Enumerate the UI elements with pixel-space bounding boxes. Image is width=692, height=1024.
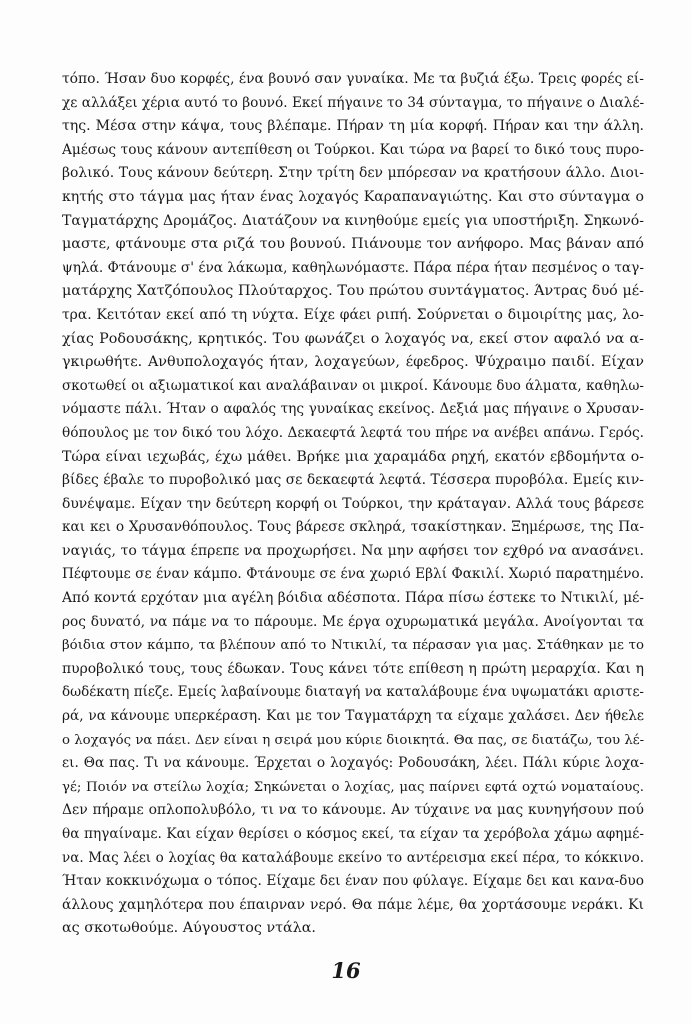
text-line: ματάρχης Χατζόπουλος Πλούταρχος. Του πρώτου συντάγματος. Άντρας δυό μέ-: [62, 283, 644, 300]
text-line: χε αλλάξει χέρια αυτό το βουνό. Εκεί πήγαινε το 34 σύνταγμα, το πήγαινε ο Διαλέ-: [62, 94, 644, 111]
text-line: της. Μέσα στην κάψα, τους βλέπαμε. Πήραν τη μία κορφή. Πήραν και την άλλη.: [62, 118, 644, 135]
text-line: δωδέκατη πίεζε. Εμείς λαβαίνουμε διαταγή να καταλάβουμε ένα υψωματάκι αριστε-: [62, 684, 644, 701]
text-line: τόπο. Ήσαν δυο κορφές, ένα βουνό σαν γυναίκα. Με τα βυζιά έξω. Τρεις φορές εί-: [62, 71, 644, 87]
page-number: 16: [331, 958, 361, 983]
text-line: βίδες έβαλε το πυροβολικό μας σε δεκαεφτά λεφτά. Τέσσερα πυροβόλα. Εμείς κιν-: [62, 472, 644, 489]
text-line: τρα. Κειτόταν εκεί από τη νύχτα. Είχε φάει ριπή. Σούρνεται ο διμοιρίτης μας, λο-: [62, 306, 644, 323]
text-line: χίας Ροδουσάκης, κρητικός. Του φωνάζει ο λοχαγός να, εκεί στον αφαλό να α-: [62, 330, 644, 347]
text-line: ει. Θα πας. Τι να κάνουμε. Έρχεται ο λοχαγός: Ροδουσάκη, λέει. Πάλι κύριε λοχα-: [62, 755, 644, 772]
text-line: ρος δυνατό, να πάμε να το πάρουμε. Με έργα οχυρωματικά μεγάλα. Ανοίγονται τα: [62, 613, 644, 630]
text-line: ας σκοτωθούμε. Αύγουστος ντάλα.: [62, 920, 316, 937]
text-line: να. Μας λέει ο λοχίας θα καταλάβουμε εκείνο το αντέρεισμα εκεί πέρα, το κόκκινο.: [62, 849, 644, 866]
text-line: ρά, να κάνουμε υπερκέραση. Και με τον Ταγματάρχη τα είχαμε χαλάσει. Δεν ήθελε: [62, 708, 644, 725]
text-line: γέ; Ποιόν να στείλω λοχία; Σηκώνεται ο λοχίας, μας παίρνει εφτά οχτώ νοματαίους.: [62, 779, 644, 795]
text-line: ο λοχαγός να πάει. Δεν είναι η σειρά μου κύριε διοικητά. Θα πας, σε διατάζω, του λέ-: [62, 732, 644, 748]
text-line: Ταγματάρχης Δρομάζος. Διατάζουν να κινηθούμε εμείς για υποστήριξη. Σηκωνό-: [62, 212, 644, 229]
text-line: κητής στο τάγμα μας ήταν ένας λοχαγός Καραπαναγιώτης. Και στο σύνταγμα ο: [62, 188, 644, 205]
text-line: θόπουλος με τον δικό του λόχο. Δεκαεφτά λεφτά του πήρε να ανέβει απάνω. Γερός.: [62, 424, 644, 441]
text-line: πυροβολικό τους, τους έδωκαν. Τους κάνει τότε επίθεση η πρώτη μεραρχία. Και η: [62, 660, 644, 677]
text-line: Δεν πήραμε οπλοπολυβόλο, τι να το κάνουμε. Αν τύχαινε να μας κυνηγήσουν πού: [62, 802, 644, 819]
text-line: Πέφτουμε σε έναν κάμπο. Φτάνουμε σε ένα χωριό Εβλί Φακιλί. Χωριό παρατημένο.: [62, 566, 644, 583]
text-line: ναγιάς, το τάγμα έπρεπε να προχωρήσει. Να μην αφήσει τον εχθρό να ανασάνει.: [62, 542, 644, 559]
text-line: σκοτωθεί οι αξιωματικοί και αναλάβαιναν οι μικροί. Κάνουμε δυο άλματα, καθηλω-: [62, 377, 644, 394]
text-line: Τώρα είναι ιεχωβάς, έχω μάθει. Βρήκε μια χαραμάδα ρηχή, εκατόν εβδομήντα ο-: [62, 448, 644, 465]
text-line: δυνέψαμε. Είχαν την δεύτερη κορφή οι Τούρκοι, την κράταγαν. Αλλά τους βάρεσε: [62, 495, 644, 512]
text-line: Αμέσως τους κάνουν αντεπίθεση οι Τούρκοι. Και τώρα να βαρεί το δικό τους πυρο-: [62, 141, 644, 158]
text-line: και κει ο Χρυσανθόπουλος. Τους βάρεσε σκληρά, τσακίστηκαν. Ξημέρωσε, της Πα-: [62, 519, 644, 536]
text-line: Ήταν κοκκινόχωμα ο τόπος. Είχαμε δει έναν που φύλαγε. Είχαμε δει και κανα-δυο: [62, 873, 644, 890]
text-line: Από κοντά ερχόταν μια αγέλη βόιδια αδέσποτα. Πάρα πίσω έστεκε το Ντικιλί, μέ-: [62, 590, 644, 607]
text-line: γκιρωθήτε. Ανθυπολοχαγός ήταν, λοχαγεύων, έφεδρος. Ψύχραιμο παιδί. Είχαν: [62, 354, 644, 371]
text-line: βολικό. Τους κάνουν δεύτερη. Στην τρίτη δεν μπόρεσαν να κρατήσουν άλλο. Διοι-: [62, 165, 644, 182]
text-line: βόιδια στον κάμπο, τα βλέπουν από το Ντικιλί, τα πέρασαν για μας. Στάθηκαν με το: [62, 638, 644, 654]
text-line: ψηλά. Φτάνουμε σ' ένα λάκωμα, καθηλωνόμαστε. Πάρα πέρα ήταν πεσμένος ο ταγ-: [62, 259, 644, 276]
text-line: θα πηγαίναμε. Και είχαν θερίσει ο κόσμος εκεί, τα είχαν τα χερόβολα χάμω αφημέ-: [62, 826, 644, 842]
text-line: μαστε, φτάνουμε στα ριζά του βουνού. Πιάνουμε τον ανήφορο. Μας βάναν από: [62, 236, 644, 253]
body-text: [62, 68, 644, 941]
text-line: νόμαστε πάλι. Ήταν ο αφαλός της γυναίκας εκείνος. Δεξιά μας πήγαινε ο Χρυσαν-: [62, 401, 644, 418]
text-line: άλλους χαμηλότερα που έπαιρναν νερό. Θα πάμε λέμε, θα χορτάσουμε νεράκι. Κι: [62, 896, 644, 913]
